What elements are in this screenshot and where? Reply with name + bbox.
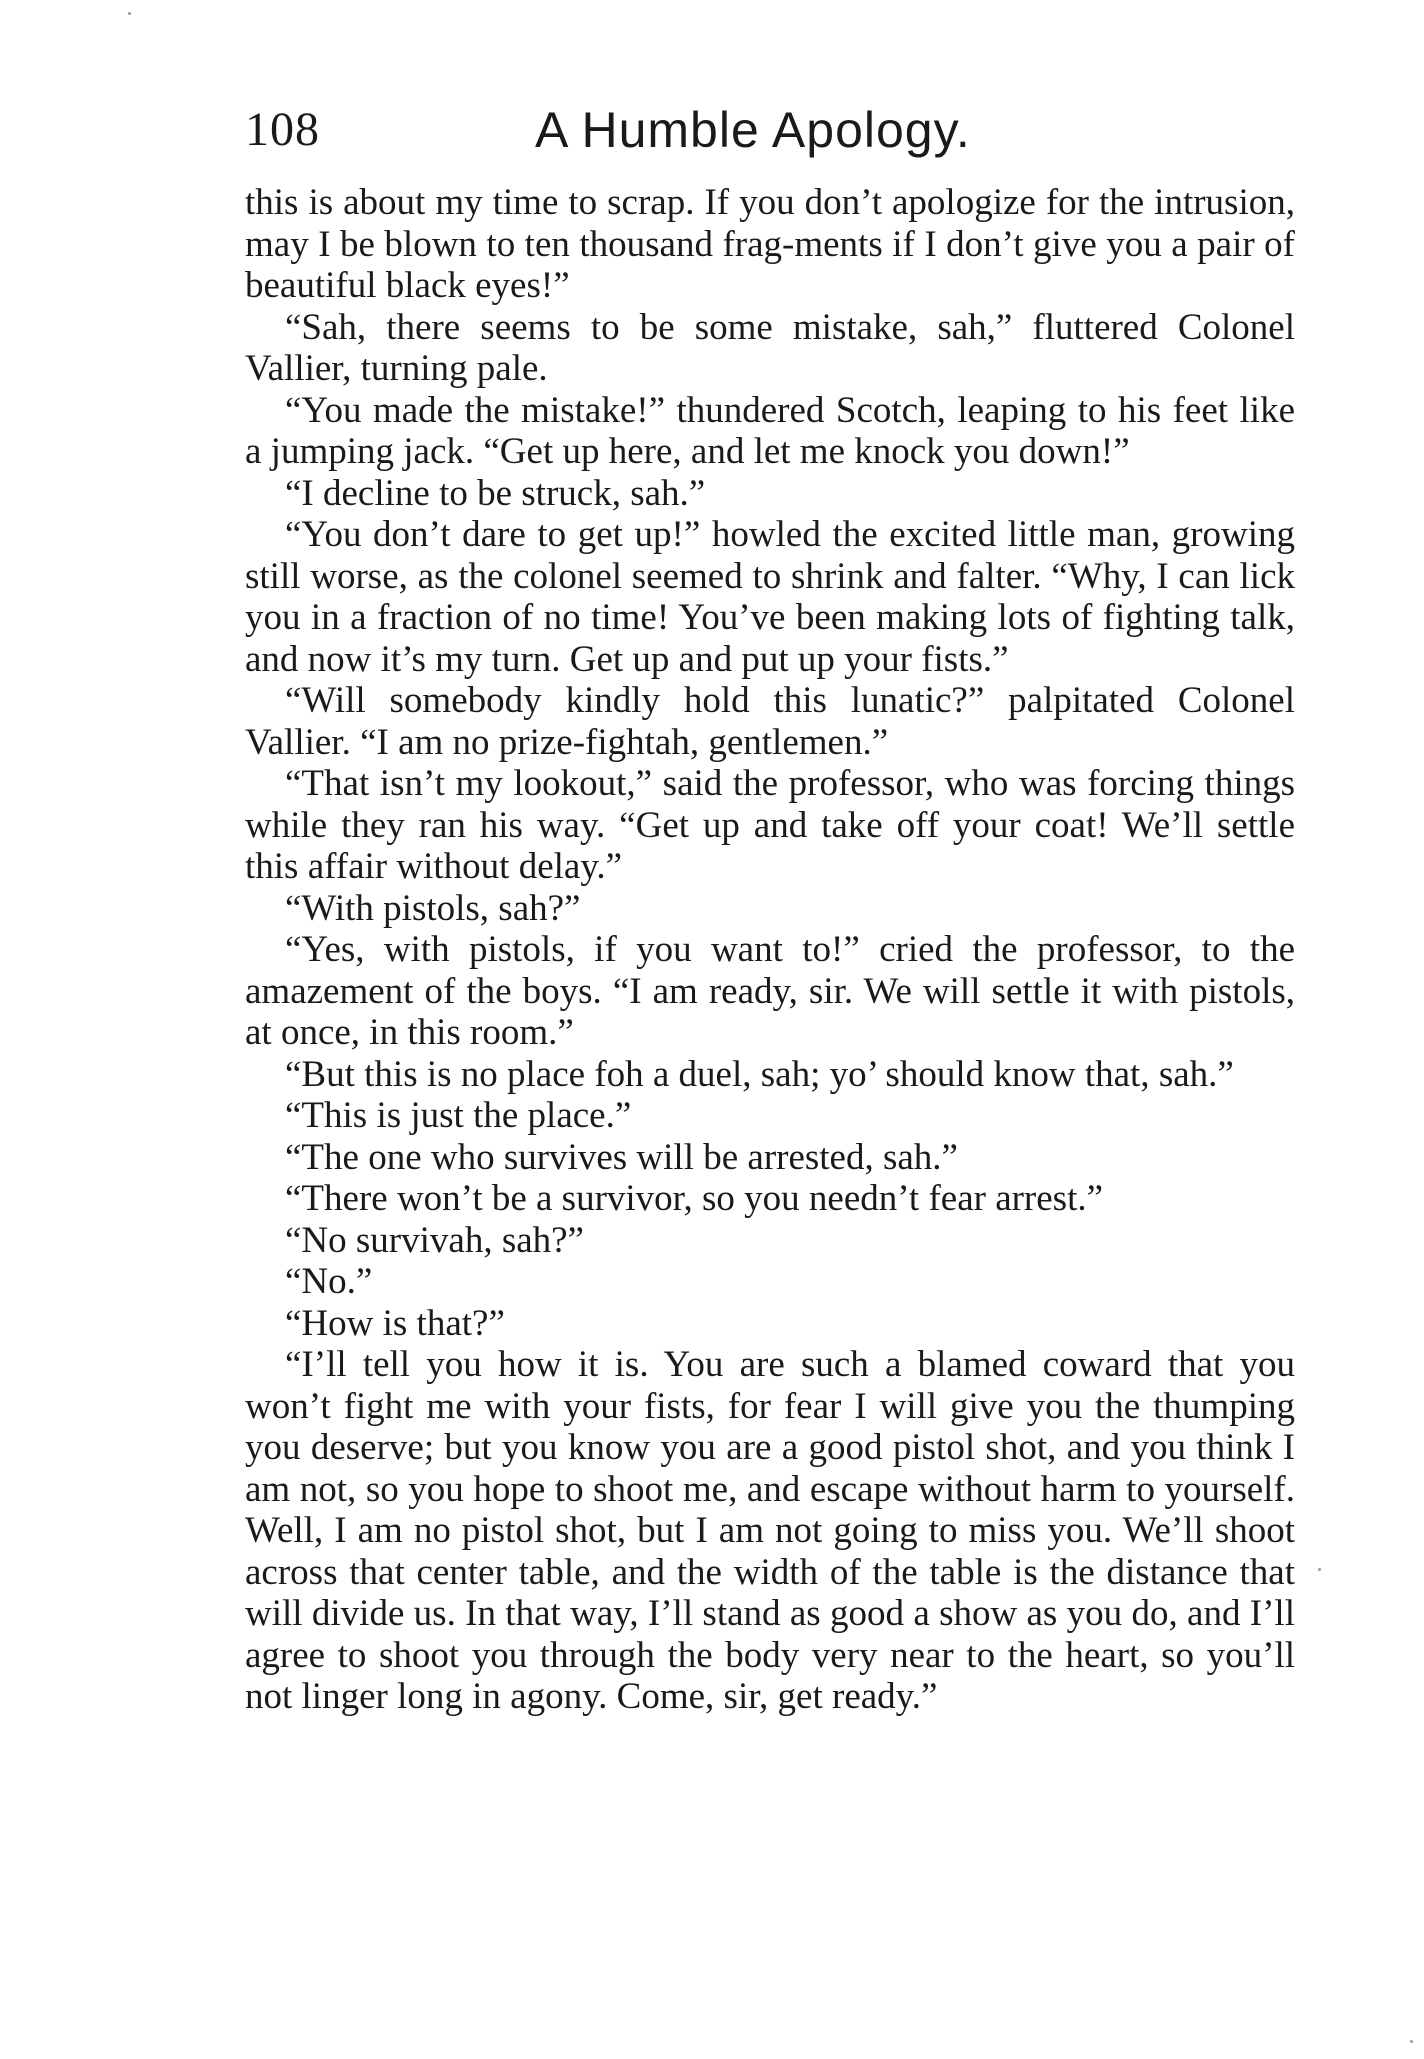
paragraph: “I’ll tell you how it is. You are such a blamed coward that you won’t fight me with your fists, for fear I will give you the thumping you deserve; but you know you are a good pistol shot, and you think I am not, so you hope to shoot me, and escape without harm to yourself. Well, I am no pistol shot, but I am not going to miss you. We’ll shoot across that center table, and the width of the table is the distance that will divide us. In that way, I’ll stand as good a show as you do, and I’ll agree to shoot you through the body very near to the heart, so you’ll not linger long in agony. Come, sir, get ready.”: [245, 1344, 1295, 1717]
paragraph: “You made the mistake!” thundered Scotch, leaping to his feet like a jumping jack. “Get up here, and let me knock you down!”: [245, 389, 1295, 472]
paragraph: “The one who survives will be arrested, sah.”: [285, 1136, 958, 1178]
paragraph: “Sah, there seems to be some mistake, sah,” fluttered Colonel Vallier, turning pale.: [245, 306, 1295, 389]
paragraph: “With pistols, sah?”: [285, 887, 581, 929]
paragraph: “There won’t be a survivor, so you needn’t fear arrest.”: [285, 1178, 1104, 1219]
paragraph: “I decline to be struck, sah.”: [285, 472, 706, 514]
paragraph: “You don’t dare to get up!” howled the excited little man, growing still worse, as the colonel seemed to shrink and falter. “Why, I can lick you in a fraction of no time! You’ve been making lots of fighting talk, and now it’s my turn. Get up and put up your fists.”: [245, 514, 1295, 680]
body-text: [245, 182, 1295, 1718]
paragraph: “That isn’t my lookout,” said the professor, who was forcing things while they ran his way. “Get up and take off your coat! We’ll settle this affair without delay.”: [245, 763, 1295, 887]
paragraph: “Will somebody kindly hold this lunatic?” palpitated Colonel Vallier. “I am no prize-fightah, gentlemen.”: [245, 680, 1295, 763]
paragraph: “No.”: [285, 1261, 373, 1302]
paper-speck: [128, 12, 131, 15]
page-header: [245, 95, 1295, 165]
paper-speck: [1318, 1568, 1321, 1571]
page-number: 108: [245, 103, 320, 156]
paragraph: “But this is no place foh a duel, sah; yo’ should know that, sah.”: [285, 1053, 1234, 1095]
paper-speck: [1410, 2040, 1413, 2043]
paragraph: this is about my time to scrap. If you don’t apologize for the intrusion, may I be blown to ten thousand frag-ments if I don’t give you a pair of beautiful black eyes!”: [245, 182, 1295, 306]
paragraph: “No survivah, sah?”: [285, 1219, 584, 1261]
paragraph: “How is that?”: [285, 1302, 505, 1344]
paragraph: “Yes, with pistols, if you want to!” cried the professor, to the amazement of the boys. “I am ready, sir. We will settle it with pistols, at once, in this room.”: [245, 929, 1295, 1053]
paragraph: “This is just the place.”: [285, 1095, 632, 1136]
running-title: A Humble Apology.: [535, 102, 971, 158]
